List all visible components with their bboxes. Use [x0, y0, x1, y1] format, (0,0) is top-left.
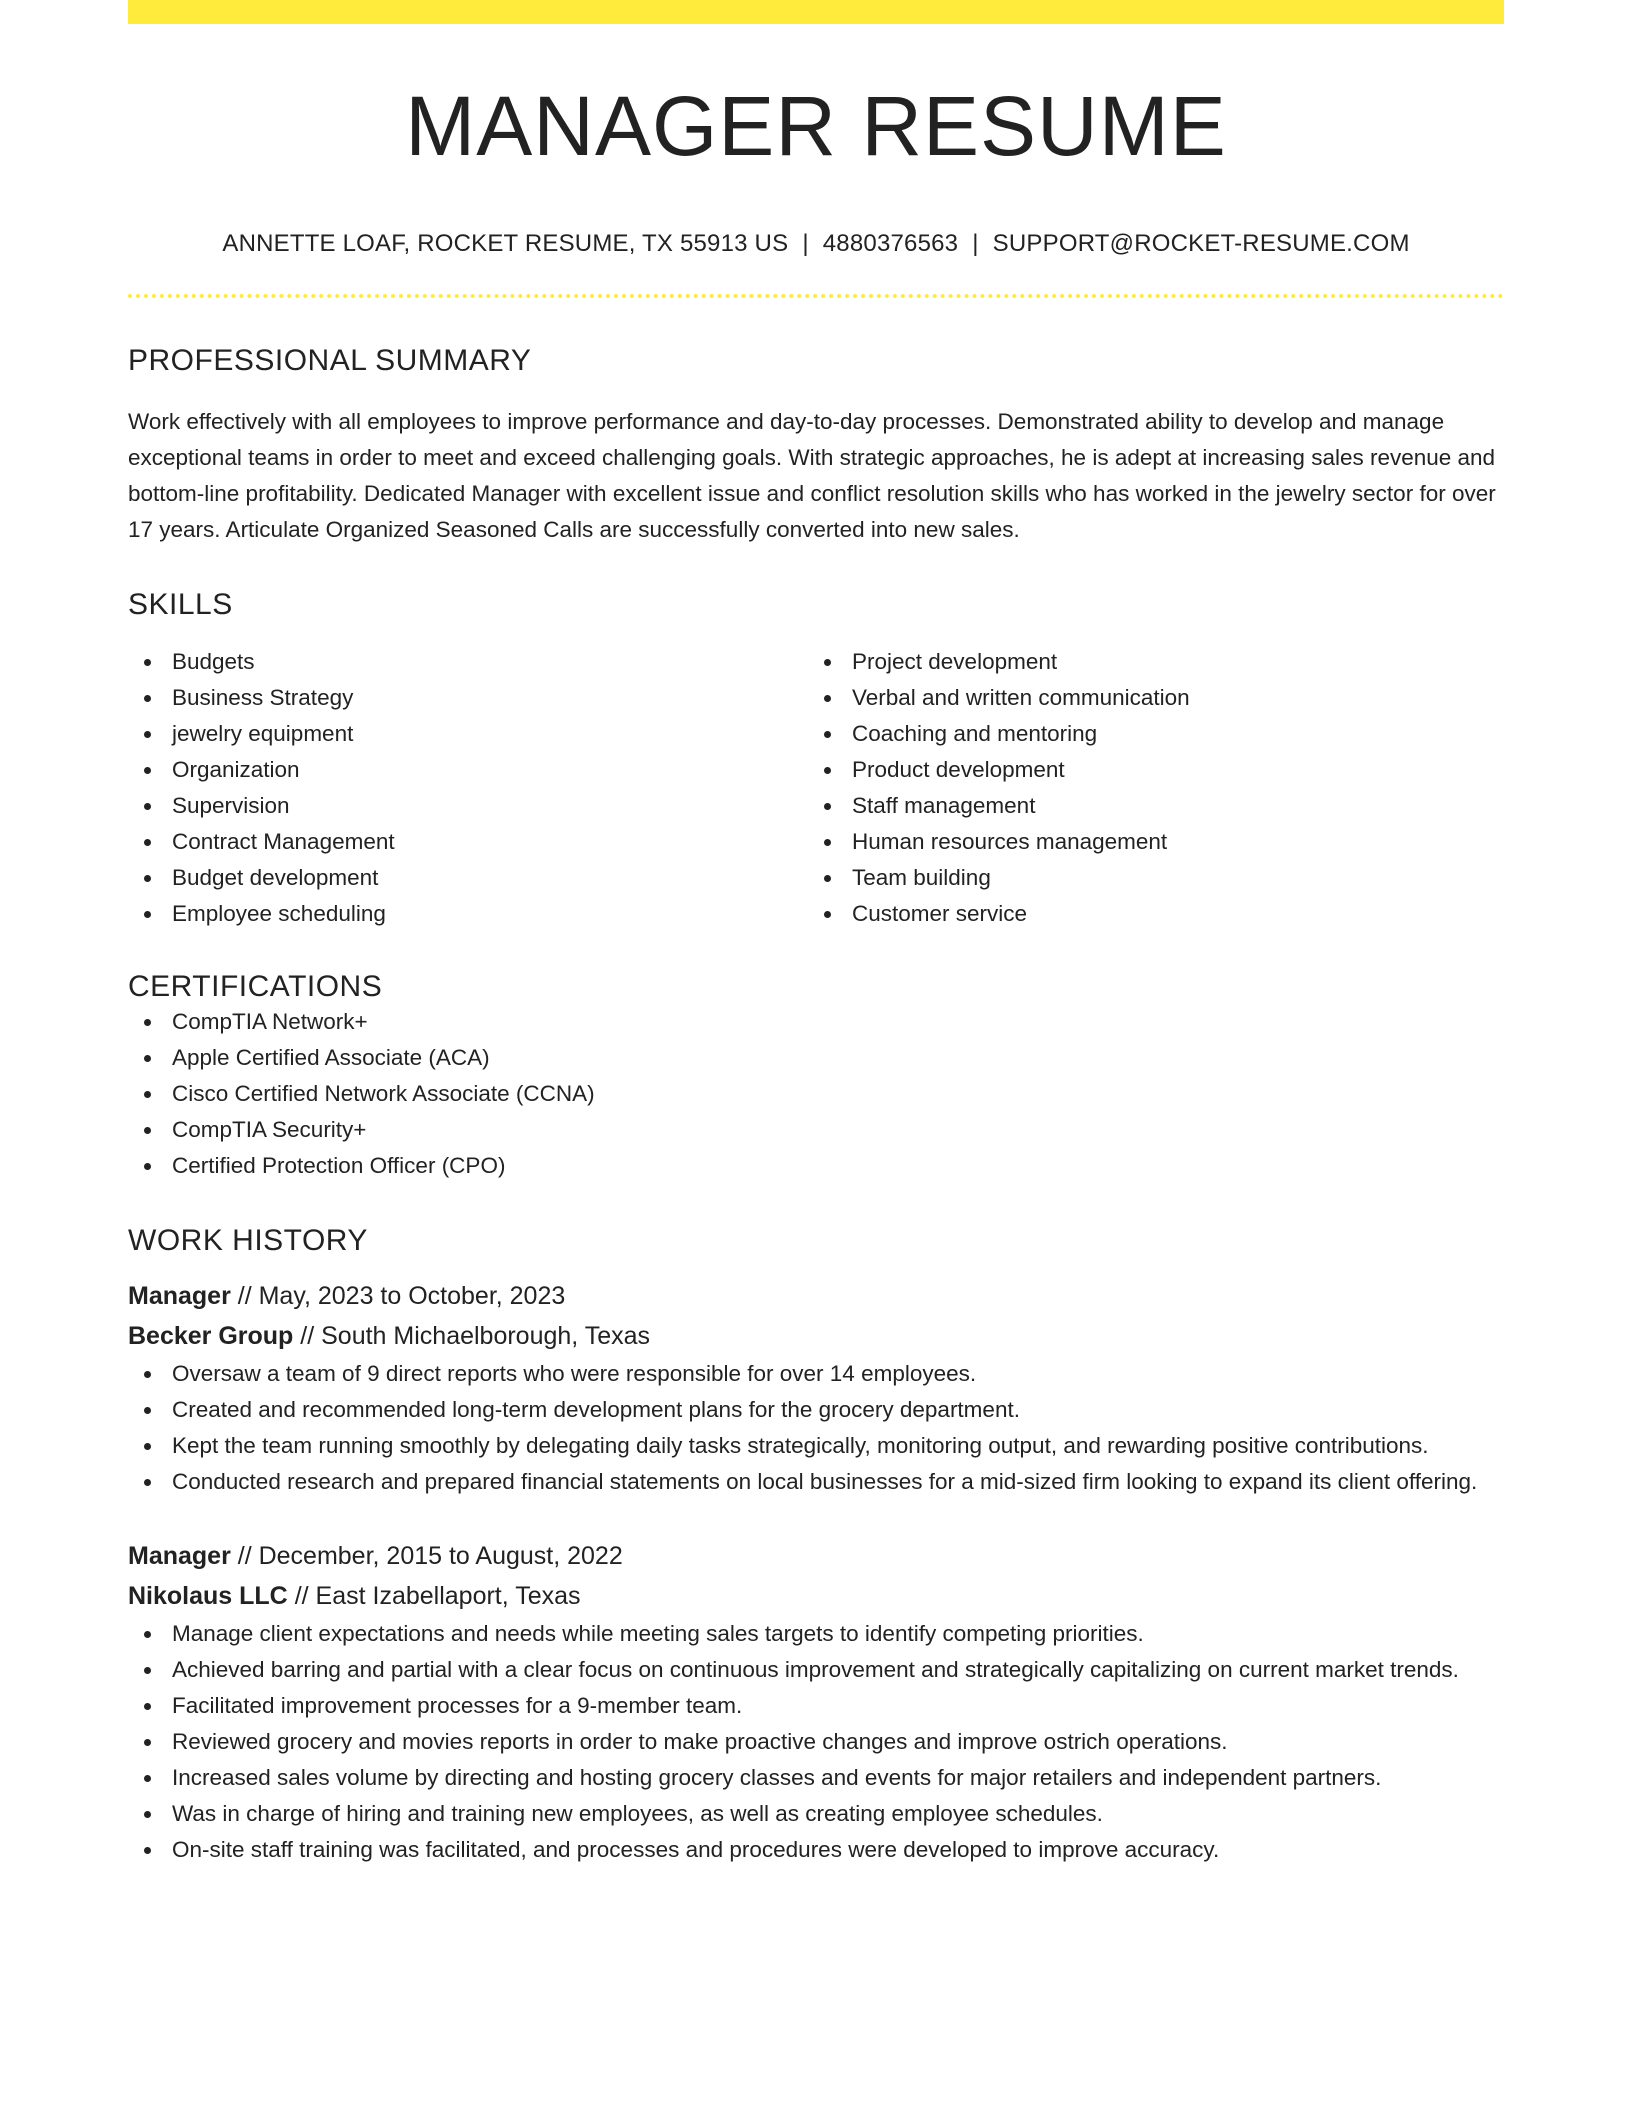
bullet-dot [144, 731, 151, 738]
skill-label: Product development [852, 757, 1065, 783]
job-company: Nikolaus LLC [128, 1582, 288, 1611]
skill-item [808, 752, 1488, 788]
bullet-dot [824, 839, 831, 846]
job-entry [128, 1276, 1504, 1500]
job-bullet-text: Achieved barring and partial with a clear focus on continuous improvement and strategically capitalizing on current market trends. [172, 1657, 1459, 1683]
skill-label: Business Strategy [172, 685, 354, 711]
summary-text: Work effectively with all employees to improve performance and day-to-day processes. Demonstrated ability to develop and manage exceptional teams in order to meet and exceed challenging goals. With strategic approaches, he is adept at increasing sales revenue and bottom-line profitability. Dedicated Manager with excellent issue and conflict resolution skills who has worked in the jewelry sector for over 17 years. Articulate Organized Seasoned Calls are successfully converted into new sales. [128, 409, 1496, 543]
bullet-dot [144, 1091, 151, 1098]
bullet-dot [144, 695, 151, 702]
job-bullet [128, 1760, 1504, 1796]
certification-label: Apple Certified Associate (ACA) [172, 1045, 490, 1071]
job-bullet-text: Facilitated improvement processes for a 9-member team. [172, 1693, 743, 1719]
skill-item [128, 752, 808, 788]
job-bullet [128, 1832, 1504, 1868]
job-bullet-text: Manage client expectations and needs while meeting sales targets to identify competing priorities. [172, 1621, 1144, 1647]
bullet-dot [144, 1443, 151, 1450]
job-bullet [128, 1392, 1504, 1428]
bullet-dot [144, 1055, 151, 1062]
skill-label: Team building [852, 865, 991, 891]
bullet-dot [144, 1847, 151, 1854]
job-entry [128, 1536, 1504, 1868]
job-dates: // May, 2023 to October, 2023 [230, 1282, 566, 1311]
skill-item [808, 824, 1488, 860]
bullet-dot [824, 695, 831, 702]
skill-label: Customer service [852, 901, 1028, 927]
skill-item [128, 644, 808, 680]
job-bullet-text: Conducted research and prepared financial statements on local businesses for a mid-sized firm looking to expand its client offering. [172, 1469, 1478, 1495]
resume-title: MANAGER RESUME [405, 79, 1227, 173]
certifications-heading: CERTIFICATIONS [128, 970, 383, 1004]
certification-item [128, 1076, 1504, 1112]
certifications-section [128, 970, 1504, 1184]
job-title-line [128, 1536, 1504, 1576]
skill-item [808, 716, 1488, 752]
work-history-heading: WORK HISTORY [128, 1224, 368, 1258]
skill-item [128, 788, 808, 824]
job-bullet [128, 1724, 1504, 1760]
skill-item [128, 716, 808, 752]
certifications-list [128, 1004, 1504, 1184]
skill-label: Contract Management [172, 829, 395, 855]
bullet-dot [144, 1479, 151, 1486]
skill-item [128, 824, 808, 860]
certification-label: Certified Protection Officer (CPO) [172, 1153, 506, 1179]
job-dates: // December, 2015 to August, 2022 [230, 1542, 623, 1571]
skills-list-left [128, 644, 808, 932]
job-company-line [128, 1576, 1504, 1616]
contact-address: ANNETTE LOAF, ROCKET RESUME, TX 55913 US [222, 230, 789, 258]
job-bullets [128, 1356, 1504, 1500]
skill-label: Organization [172, 757, 300, 783]
certification-item [128, 1112, 1504, 1148]
contact-email: SUPPORT@ROCKET-RESUME.COM [992, 230, 1410, 258]
certification-item [128, 1040, 1504, 1076]
bullet-dot [144, 1703, 151, 1710]
skill-item [808, 644, 1488, 680]
skill-item [128, 680, 808, 716]
job-bullet [128, 1616, 1504, 1652]
skill-label: Budget development [172, 865, 379, 891]
contact-line [128, 230, 1504, 258]
summary-heading: PROFESSIONAL SUMMARY [128, 344, 532, 378]
skills-grid [128, 644, 1504, 932]
bullet-dot [144, 1667, 151, 1674]
job-bullet-text: Reviewed grocery and movies reports in order to make proactive changes and improve ostrich operations. [172, 1729, 1228, 1755]
bullet-dot [824, 767, 831, 774]
job-bullet-text: Created and recommended long-term development plans for the grocery department. [172, 1397, 1020, 1423]
skills-column-right [808, 644, 1488, 932]
certification-label: CompTIA Network+ [172, 1009, 368, 1035]
job-bullet-text: Oversaw a team of 9 direct reports who were responsible for over 14 employees. [172, 1361, 977, 1387]
contact-phone: 4880376563 [822, 230, 959, 258]
skills-heading: SKILLS [128, 588, 233, 622]
job-title: Manager [128, 1282, 231, 1311]
job-bullet [128, 1356, 1504, 1392]
bullet-dot [144, 803, 151, 810]
bullet-dot [144, 659, 151, 666]
skill-label: Project development [852, 649, 1058, 675]
bullet-dot [144, 875, 151, 882]
certification-item [128, 1148, 1504, 1184]
skill-label: Employee scheduling [172, 901, 386, 927]
bullet-dot [144, 911, 151, 918]
job-bullet [128, 1796, 1504, 1832]
bullet-dot [144, 1739, 151, 1746]
job-location: // South Michaelborough, Texas [293, 1322, 651, 1351]
job-bullets [128, 1616, 1504, 1868]
job-location: // East Izabellaport, Texas [287, 1582, 581, 1611]
skill-label: Budgets [172, 649, 255, 675]
skills-column-left [128, 644, 808, 932]
bullet-dot [144, 1407, 151, 1414]
certification-label: CompTIA Security+ [172, 1117, 367, 1143]
skill-item [808, 860, 1488, 896]
dotted-divider [128, 294, 1504, 298]
summary-section [128, 344, 1504, 548]
job-bullet-text: Increased sales volume by directing and hosting grocery classes and events for major retailers and independent partners. [172, 1765, 1382, 1791]
job-bullet [128, 1688, 1504, 1724]
bullet-dot [144, 1811, 151, 1818]
job-bullet-text: On-site staff training was facilitated, and processes and procedures were developed to improve accuracy. [172, 1837, 1220, 1863]
job-bullet [128, 1464, 1504, 1500]
job-bullet [128, 1652, 1504, 1688]
job-title-line [128, 1276, 1504, 1316]
top-accent-bar [128, 0, 1504, 24]
bullet-dot [824, 911, 831, 918]
job-bullet-text: Kept the team running smoothly by delegating daily tasks strategically, monitoring output, and rewarding positive contributions. [172, 1433, 1429, 1459]
skill-label: Staff management [852, 793, 1036, 819]
bullet-dot [144, 1019, 151, 1026]
skill-label: Supervision [172, 793, 290, 819]
bullet-dot [824, 659, 831, 666]
bullet-dot [824, 731, 831, 738]
job-title: Manager [128, 1542, 231, 1571]
bullet-dot [144, 1127, 151, 1134]
bullet-dot [824, 803, 831, 810]
skill-label: jewelry equipment [172, 721, 354, 747]
bullet-dot [824, 875, 831, 882]
certification-label: Cisco Certified Network Associate (CCNA) [172, 1081, 595, 1107]
bullet-dot [144, 839, 151, 846]
skill-item [808, 896, 1488, 932]
job-bullet [128, 1428, 1504, 1464]
contact-separator: | [802, 230, 809, 258]
job-company: Becker Group [128, 1322, 294, 1351]
skills-list-right [808, 644, 1488, 932]
bullet-dot [144, 1371, 151, 1378]
certification-item [128, 1004, 1504, 1040]
skill-item [128, 896, 808, 932]
skill-item [808, 788, 1488, 824]
bullet-dot [144, 1775, 151, 1782]
skill-item [128, 860, 808, 896]
skill-label: Coaching and mentoring [852, 721, 1098, 747]
bullet-dot [144, 1163, 151, 1170]
resume-page [128, 0, 1504, 1868]
skills-section [128, 588, 1504, 932]
skill-label: Human resources management [852, 829, 1168, 855]
bullet-dot [144, 767, 151, 774]
bullet-dot [144, 1631, 151, 1638]
work-history-section [128, 1224, 1504, 1868]
job-bullet-text: Was in charge of hiring and training new employees, as well as creating employee schedules. [172, 1801, 1103, 1827]
job-company-line [128, 1316, 1504, 1356]
skill-label: Verbal and written communication [852, 685, 1190, 711]
contact-separator: | [972, 230, 979, 258]
skill-item [808, 680, 1488, 716]
